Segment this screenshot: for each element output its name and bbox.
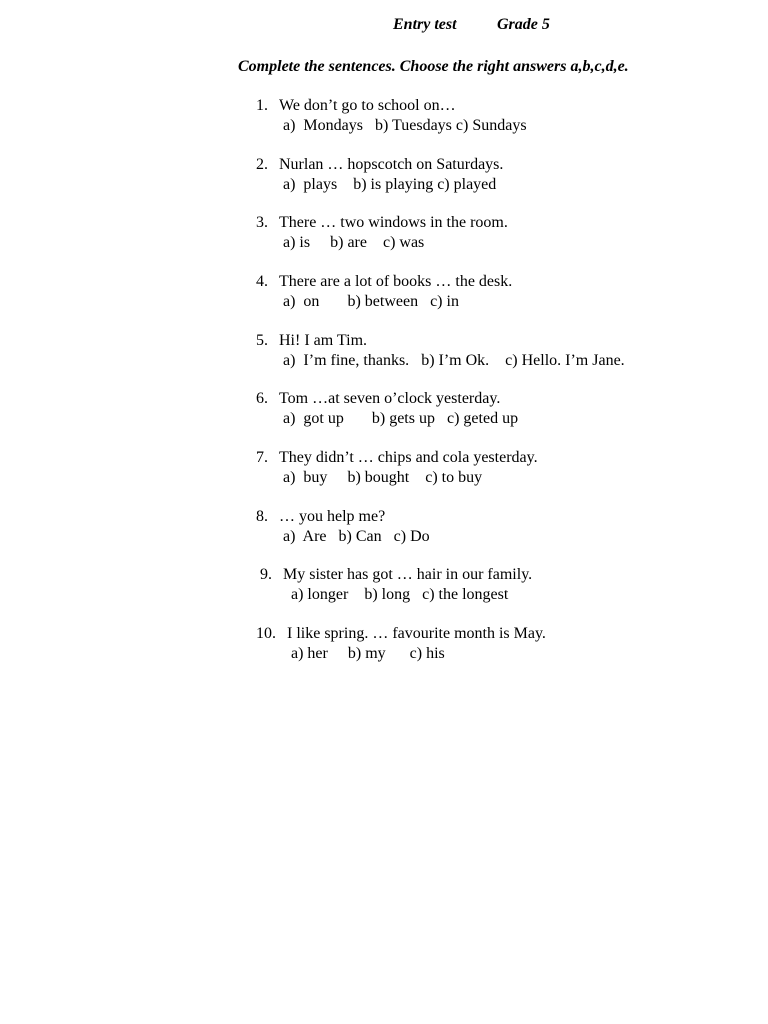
question-stem: [256, 389, 756, 409]
question-text: Tom …at seven o’clock yesterday.: [279, 390, 501, 407]
option-a: a) plays: [283, 176, 338, 193]
option-c: c) geted up: [434, 410, 519, 427]
question-number: 4.: [256, 273, 268, 290]
question-number: 9.: [260, 566, 272, 583]
question-4: [256, 272, 756, 312]
question-7: [256, 448, 756, 488]
option-a: a) Are: [283, 528, 327, 545]
test-title: Entry test: [393, 16, 457, 33]
question-6: [256, 389, 756, 429]
grade-label: Grade 5: [497, 16, 550, 33]
question-text: There are a lot of books … the desk.: [279, 273, 513, 290]
question-stem: [256, 213, 756, 233]
answer-options: [256, 351, 756, 371]
question-stem: [256, 507, 756, 527]
question-text: My sister has got … hair in our family.: [283, 566, 533, 583]
instruction-text: Complete the sentences. Choose the right answers a,b,c,d,e.: [238, 58, 629, 75]
question-stem: [256, 624, 756, 644]
question-8: [256, 507, 756, 547]
answer-options: [256, 644, 756, 664]
question-number: 3.: [256, 214, 268, 231]
answer-options: [256, 527, 756, 547]
option-a: a) got up: [283, 410, 344, 427]
option-a: a) buy: [283, 469, 328, 486]
option-a: a) her: [291, 645, 328, 662]
option-a: a) I’m fine, thanks.: [283, 352, 410, 369]
question-number: 8.: [256, 508, 268, 525]
option-a: a) longer: [291, 586, 349, 603]
question-5: [256, 331, 756, 371]
answer-options: [256, 585, 756, 605]
question-text: I like spring. … favourite month is May.: [287, 625, 546, 642]
option-c: c) was: [366, 234, 425, 251]
option-c: c) Hello. I’m Jane.: [489, 352, 625, 369]
answer-options: [256, 409, 756, 429]
answer-options: [256, 292, 756, 312]
option-a: a) Mondays: [283, 117, 363, 134]
option-c: c) played: [433, 176, 497, 193]
answer-options: [256, 116, 756, 136]
question-number: 7.: [256, 449, 268, 466]
option-c: c) to buy: [409, 469, 483, 486]
question-text: They didn’t … chips and cola yesterday.: [279, 449, 538, 466]
option-c: c) Do: [381, 528, 430, 545]
question-1: [256, 96, 756, 136]
option-a: a) is: [283, 234, 311, 251]
option-a: a) on: [283, 293, 320, 310]
answer-options: [256, 233, 756, 253]
question-9: [256, 565, 756, 605]
question-text: We don’t go to school on…: [279, 97, 456, 114]
option-b: b) long: [348, 586, 411, 603]
question-10: [256, 624, 756, 664]
question-stem: [256, 272, 756, 292]
question-number: 1.: [256, 97, 268, 114]
question-text: There … two windows in the room.: [279, 214, 508, 231]
question-stem: [256, 155, 756, 175]
option-b: b) between: [319, 293, 419, 310]
question-number: 5.: [256, 332, 268, 349]
answer-options: [256, 175, 756, 195]
question-3: [256, 213, 756, 253]
option-b: b) gets up: [343, 410, 435, 427]
option-c: c) the longest: [410, 586, 509, 603]
question-2: [256, 155, 756, 195]
question-stem: [256, 96, 756, 116]
question-number: 10.: [256, 625, 276, 642]
option-b: b) are: [310, 234, 367, 251]
question-stem: [256, 331, 756, 351]
option-b: b) bought: [327, 469, 410, 486]
question-text: Hi! I am Tim.: [279, 332, 368, 349]
option-b: b) is playing: [337, 176, 434, 193]
option-b: b) my: [327, 645, 386, 662]
option-c: c) in: [418, 293, 459, 310]
answer-options: [256, 468, 756, 488]
option-b: b) Tuesdays: [362, 117, 452, 134]
question-text: … you help me?: [279, 508, 386, 525]
option-c: c) his: [385, 645, 445, 662]
question-stem: [256, 565, 756, 585]
question-stem: [256, 448, 756, 468]
option-b: b) I’m Ok.: [409, 352, 490, 369]
option-c: c) Sundays: [451, 117, 527, 134]
option-b: b) Can: [326, 528, 382, 545]
question-number: 6.: [256, 390, 268, 407]
question-number: 2.: [256, 156, 268, 173]
question-text: Nurlan … hopscotch on Saturdays.: [279, 156, 504, 173]
